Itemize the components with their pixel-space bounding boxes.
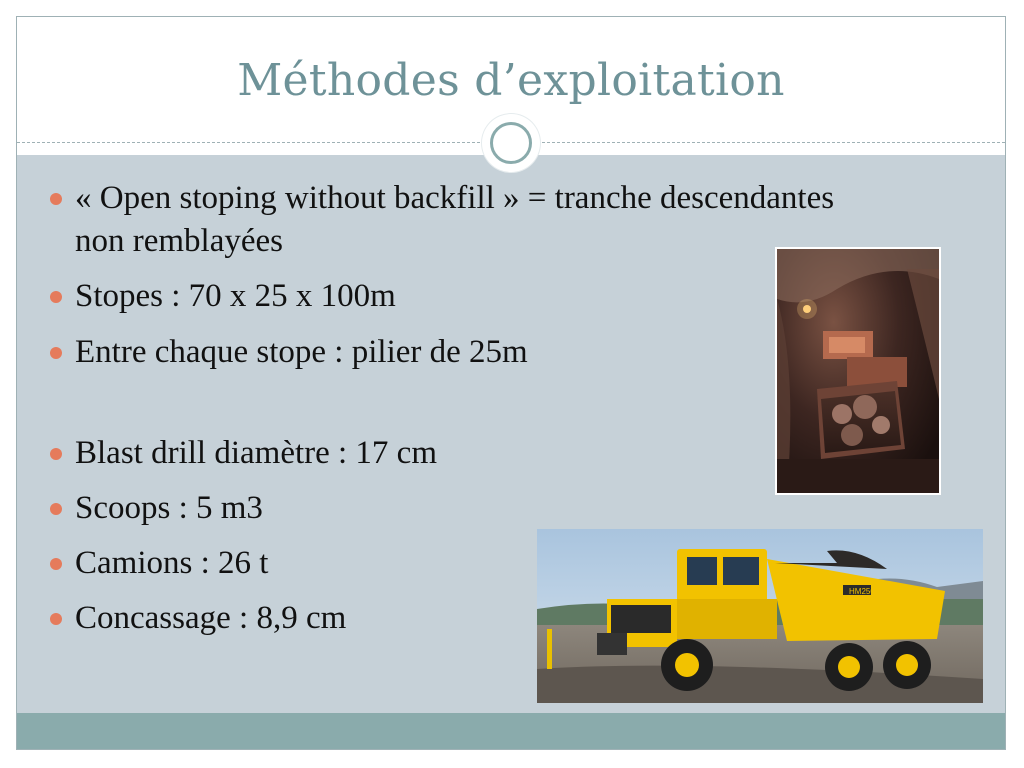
mine-scoop-photo [775, 247, 941, 495]
decorative-ring-icon [482, 114, 540, 172]
dump-truck-illustration [537, 529, 983, 703]
bullet-dot-icon [50, 291, 62, 303]
bullet-text: Blast drill diamètre : 17 cm [75, 435, 438, 471]
bullet-dot-icon [50, 448, 62, 460]
bullet-item [47, 432, 837, 475]
slide-frame [16, 16, 1006, 750]
bullet-dot-icon [50, 347, 62, 359]
bullet-text: Concassage : 8,9 cm [75, 600, 347, 636]
bullet-item [47, 487, 837, 530]
footer-band [17, 713, 1005, 749]
bullet-item [47, 275, 837, 318]
bullet-dot-icon [50, 558, 62, 570]
bullet-text: Scoops : 5 m3 [75, 490, 263, 526]
dump-truck-photo [537, 529, 983, 703]
slide-title: Méthodes d’exploitation [237, 55, 785, 106]
bullet-text: Camions : 26 t [75, 545, 269, 581]
bullet-item [47, 177, 837, 263]
truck-model-label: HM250 [849, 587, 875, 596]
bullet-text: « Open stoping without backfill » = tranche descendantes non remblayées [75, 180, 835, 259]
bullet-dot-icon [50, 613, 62, 625]
bullet-text: Stopes : 70 x 25 x 100m [75, 278, 396, 314]
bullet-dot-icon [50, 193, 62, 205]
bullet-item [47, 331, 837, 374]
bullet-dot-icon [50, 503, 62, 515]
mine-scoop-illustration [777, 249, 939, 493]
bullet-text: Entre chaque stope : pilier de 25m [75, 334, 528, 370]
ring-inner [490, 122, 532, 164]
